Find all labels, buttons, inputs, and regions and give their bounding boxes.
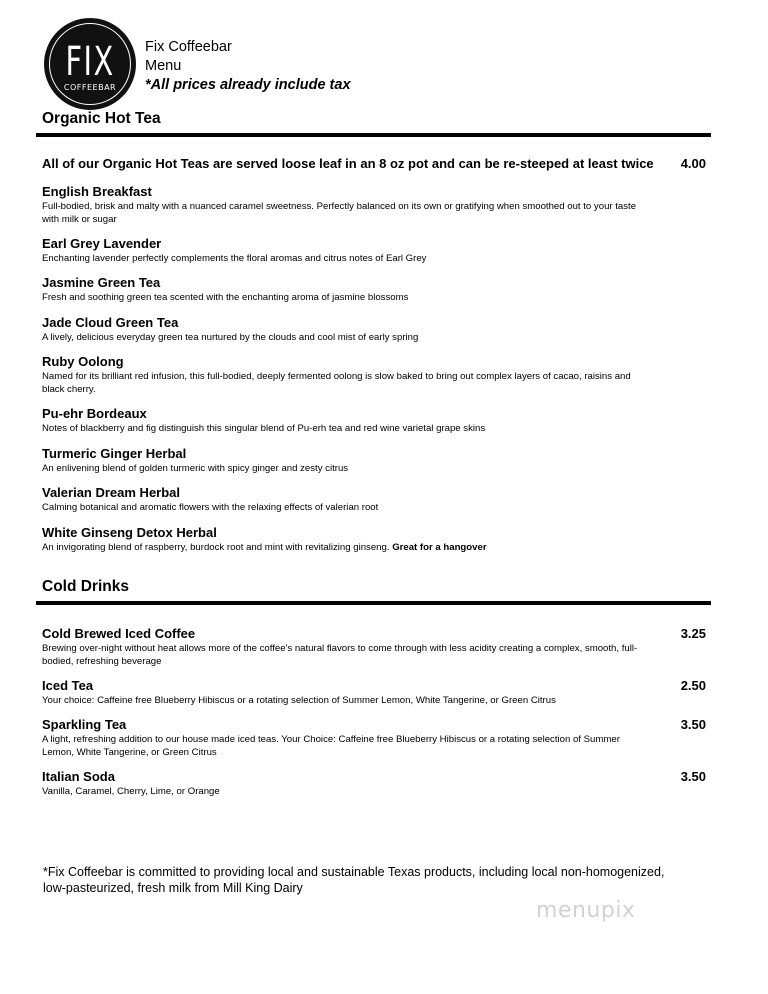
item-name: Earl Grey Lavender bbox=[42, 236, 162, 251]
item-name: Pu-ehr Bordeaux bbox=[42, 406, 147, 421]
item-description: Fresh and soothing green tea scented with the enchanting aroma of jasmine blossoms bbox=[42, 292, 409, 303]
hot-tea-intro bbox=[42, 156, 710, 171]
menu-header bbox=[145, 38, 351, 95]
item-description: A lively, delicious everyday green tea nurtured by the clouds and cool mist of early spring bbox=[42, 332, 419, 343]
menu-label: Menu bbox=[145, 58, 182, 74]
item-name: Italian Soda bbox=[42, 769, 115, 784]
section-title-hot-tea: Organic Hot Tea bbox=[42, 110, 161, 127]
item-description-text: An invigorating blend of raspberry, burdock root and mint with revitalizing ginseng. bbox=[42, 542, 390, 553]
item-name: Sparkling Tea bbox=[42, 717, 127, 732]
tax-note: *All prices already include tax bbox=[145, 77, 351, 93]
menu-item bbox=[42, 184, 710, 226]
menu-item bbox=[42, 315, 710, 345]
item-description: An enlivening blend of golden turmeric with spicy ginger and zesty citrus bbox=[42, 463, 349, 474]
item-price: 2.50 bbox=[680, 678, 706, 693]
item-name: English Breakfast bbox=[42, 184, 152, 199]
item-highlight: Great for a hangover bbox=[392, 542, 487, 553]
item-price: 3.50 bbox=[680, 717, 706, 732]
item-price: 3.25 bbox=[680, 626, 706, 641]
item-name: White Ginseng Detox Herbal bbox=[42, 525, 217, 540]
menu-item bbox=[42, 626, 710, 668]
menu-item bbox=[42, 769, 710, 799]
logo-wordmark: FIX bbox=[65, 38, 115, 85]
business-name: Fix Coffeebar bbox=[145, 39, 232, 55]
menu-item bbox=[42, 525, 710, 555]
menu-item bbox=[42, 406, 710, 436]
item-description bbox=[42, 542, 652, 555]
hot-tea-price: 4.00 bbox=[680, 156, 706, 171]
item-name: Ruby Oolong bbox=[42, 354, 124, 369]
item-description: Named for its brilliant red infusion, this full-bodied, deeply fermented oolong is slow baked to bring out complex layers of cacao, raisins and black cherry. bbox=[42, 371, 631, 395]
item-name: Valerian Dream Herbal bbox=[42, 485, 181, 500]
item-price: 3.50 bbox=[680, 769, 706, 784]
menu-item bbox=[42, 236, 710, 266]
sourcing-footnote: *Fix Coffeebar is committed to providing local and sustainable Texas products, including local non-homogenized, low-pasteurized, fresh milk from Mill King Dairy bbox=[43, 865, 665, 895]
menu-item bbox=[42, 446, 710, 476]
item-description: Full-bodied, brisk and malty with a nuanced caramel sweetness. Perfectly balanced on its own or gratifying when smoothed out to your taste with milk or sugar bbox=[42, 201, 637, 225]
section-divider bbox=[36, 601, 711, 605]
item-name: Jasmine Green Tea bbox=[42, 275, 161, 290]
item-description: Vanilla, Caramel, Cherry, Lime, or Orange bbox=[42, 786, 220, 797]
item-description: Enchanting lavender perfectly complements the floral aromas and citrus notes of Earl Grey bbox=[42, 253, 427, 264]
section-divider bbox=[36, 133, 711, 137]
menu-item bbox=[42, 717, 710, 759]
menu-item bbox=[42, 354, 710, 396]
item-description: Calming botanical and aromatic flowers with the relaxing effects of valerian root bbox=[42, 502, 379, 513]
item-name: Jade Cloud Green Tea bbox=[42, 315, 179, 330]
menu-item bbox=[42, 275, 710, 305]
item-name: Iced Tea bbox=[42, 678, 94, 693]
fix-coffeebar-logo bbox=[44, 18, 136, 110]
hot-tea-intro-text: All of our Organic Hot Teas are served loose leaf in an 8 oz pot and can be re-steeped at least twice bbox=[42, 156, 654, 171]
watermark: menupix bbox=[536, 898, 636, 923]
item-description: Brewing over-night without heat allows more of the coffee's natural flavors to come through with less acidity creating a complex, smooth, full-bodied, refreshing beverage bbox=[42, 643, 638, 667]
section-title-cold-drinks: Cold Drinks bbox=[42, 578, 129, 595]
item-name: Cold Brewed Iced Coffee bbox=[42, 626, 196, 641]
menu-item bbox=[42, 678, 710, 708]
item-description: Your choice: Caffeine free Blueberry Hibiscus or a rotating selection of Summer Lemon, White Tangerine, or Green Citrus bbox=[42, 695, 556, 706]
menu-item bbox=[42, 485, 710, 515]
logo-subtitle: COFFEEBAR bbox=[63, 82, 117, 92]
item-name: Turmeric Ginger Herbal bbox=[42, 446, 187, 461]
item-description: Notes of blackberry and fig distinguish this singular blend of Pu-erh tea and red wine varietal grape skins bbox=[42, 423, 486, 434]
item-description: A light, refreshing addition to our house made iced teas. Your Choice: Caffeine free Blueberry Hibiscus or a rotating selection of Summer Lemon, White Tangerine, or Green Citrus bbox=[42, 734, 620, 758]
